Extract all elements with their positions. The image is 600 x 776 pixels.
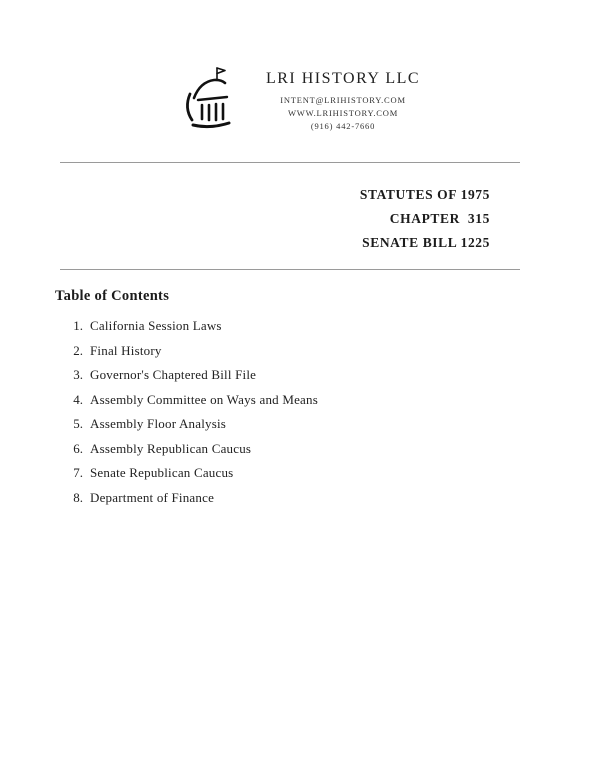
toc-item-number: 8. (73, 489, 83, 505)
toc-list (70, 319, 600, 504)
toc-item (70, 393, 600, 406)
phone-line: (916) 442-7660 (310, 121, 376, 131)
toc-item-label: Senate Republican Caucus (90, 465, 234, 480)
email-line: INTENT@LRIHISTORY.COM (280, 95, 406, 105)
divider-bottom (60, 269, 520, 270)
letterhead (0, 0, 600, 138)
website-line: WWW.LRIHISTORY.COM (287, 108, 399, 118)
toc-item (70, 417, 600, 430)
toc-item-number: 2. (73, 342, 83, 358)
chapter-line: CHAPTER 315 (389, 211, 490, 226)
toc-item (70, 319, 600, 332)
toc-item-label: Governor's Chaptered Bill File (90, 367, 257, 382)
toc-item (70, 344, 600, 357)
toc-item-label: Department of Finance (90, 489, 215, 505)
toc-item (70, 368, 600, 381)
toc-item (70, 442, 600, 455)
toc-item-number: 5. (73, 416, 83, 431)
letterhead-text (266, 62, 420, 133)
toc-item (70, 466, 600, 479)
toc-item-number: 3. (73, 367, 83, 382)
toc-item-label: Assembly Floor Analysis (90, 416, 227, 431)
toc-item-number: 4. (73, 391, 83, 407)
toc-title: Table of Contents (55, 288, 170, 304)
toc-item-number: 7. (73, 465, 83, 480)
toc-item-label: Final History (90, 342, 162, 358)
senate-bill-line: SENATE BILL 1225 (362, 235, 490, 250)
toc-item (70, 491, 600, 504)
toc-item-number: 1. (73, 318, 83, 333)
toc-item-label: California Session Laws (90, 318, 222, 333)
reference-block (0, 163, 600, 255)
toc-item-label: Assembly Republican Caucus (90, 440, 252, 456)
toc-item-label: Assembly Committee on Ways and Means (90, 391, 318, 407)
company-name: LRI HISTORY LLC (265, 70, 421, 87)
capitol-logo-icon (180, 64, 244, 138)
toc-item-number: 6. (73, 440, 83, 456)
statutes-line: STATUTES OF 1975 (359, 187, 490, 202)
